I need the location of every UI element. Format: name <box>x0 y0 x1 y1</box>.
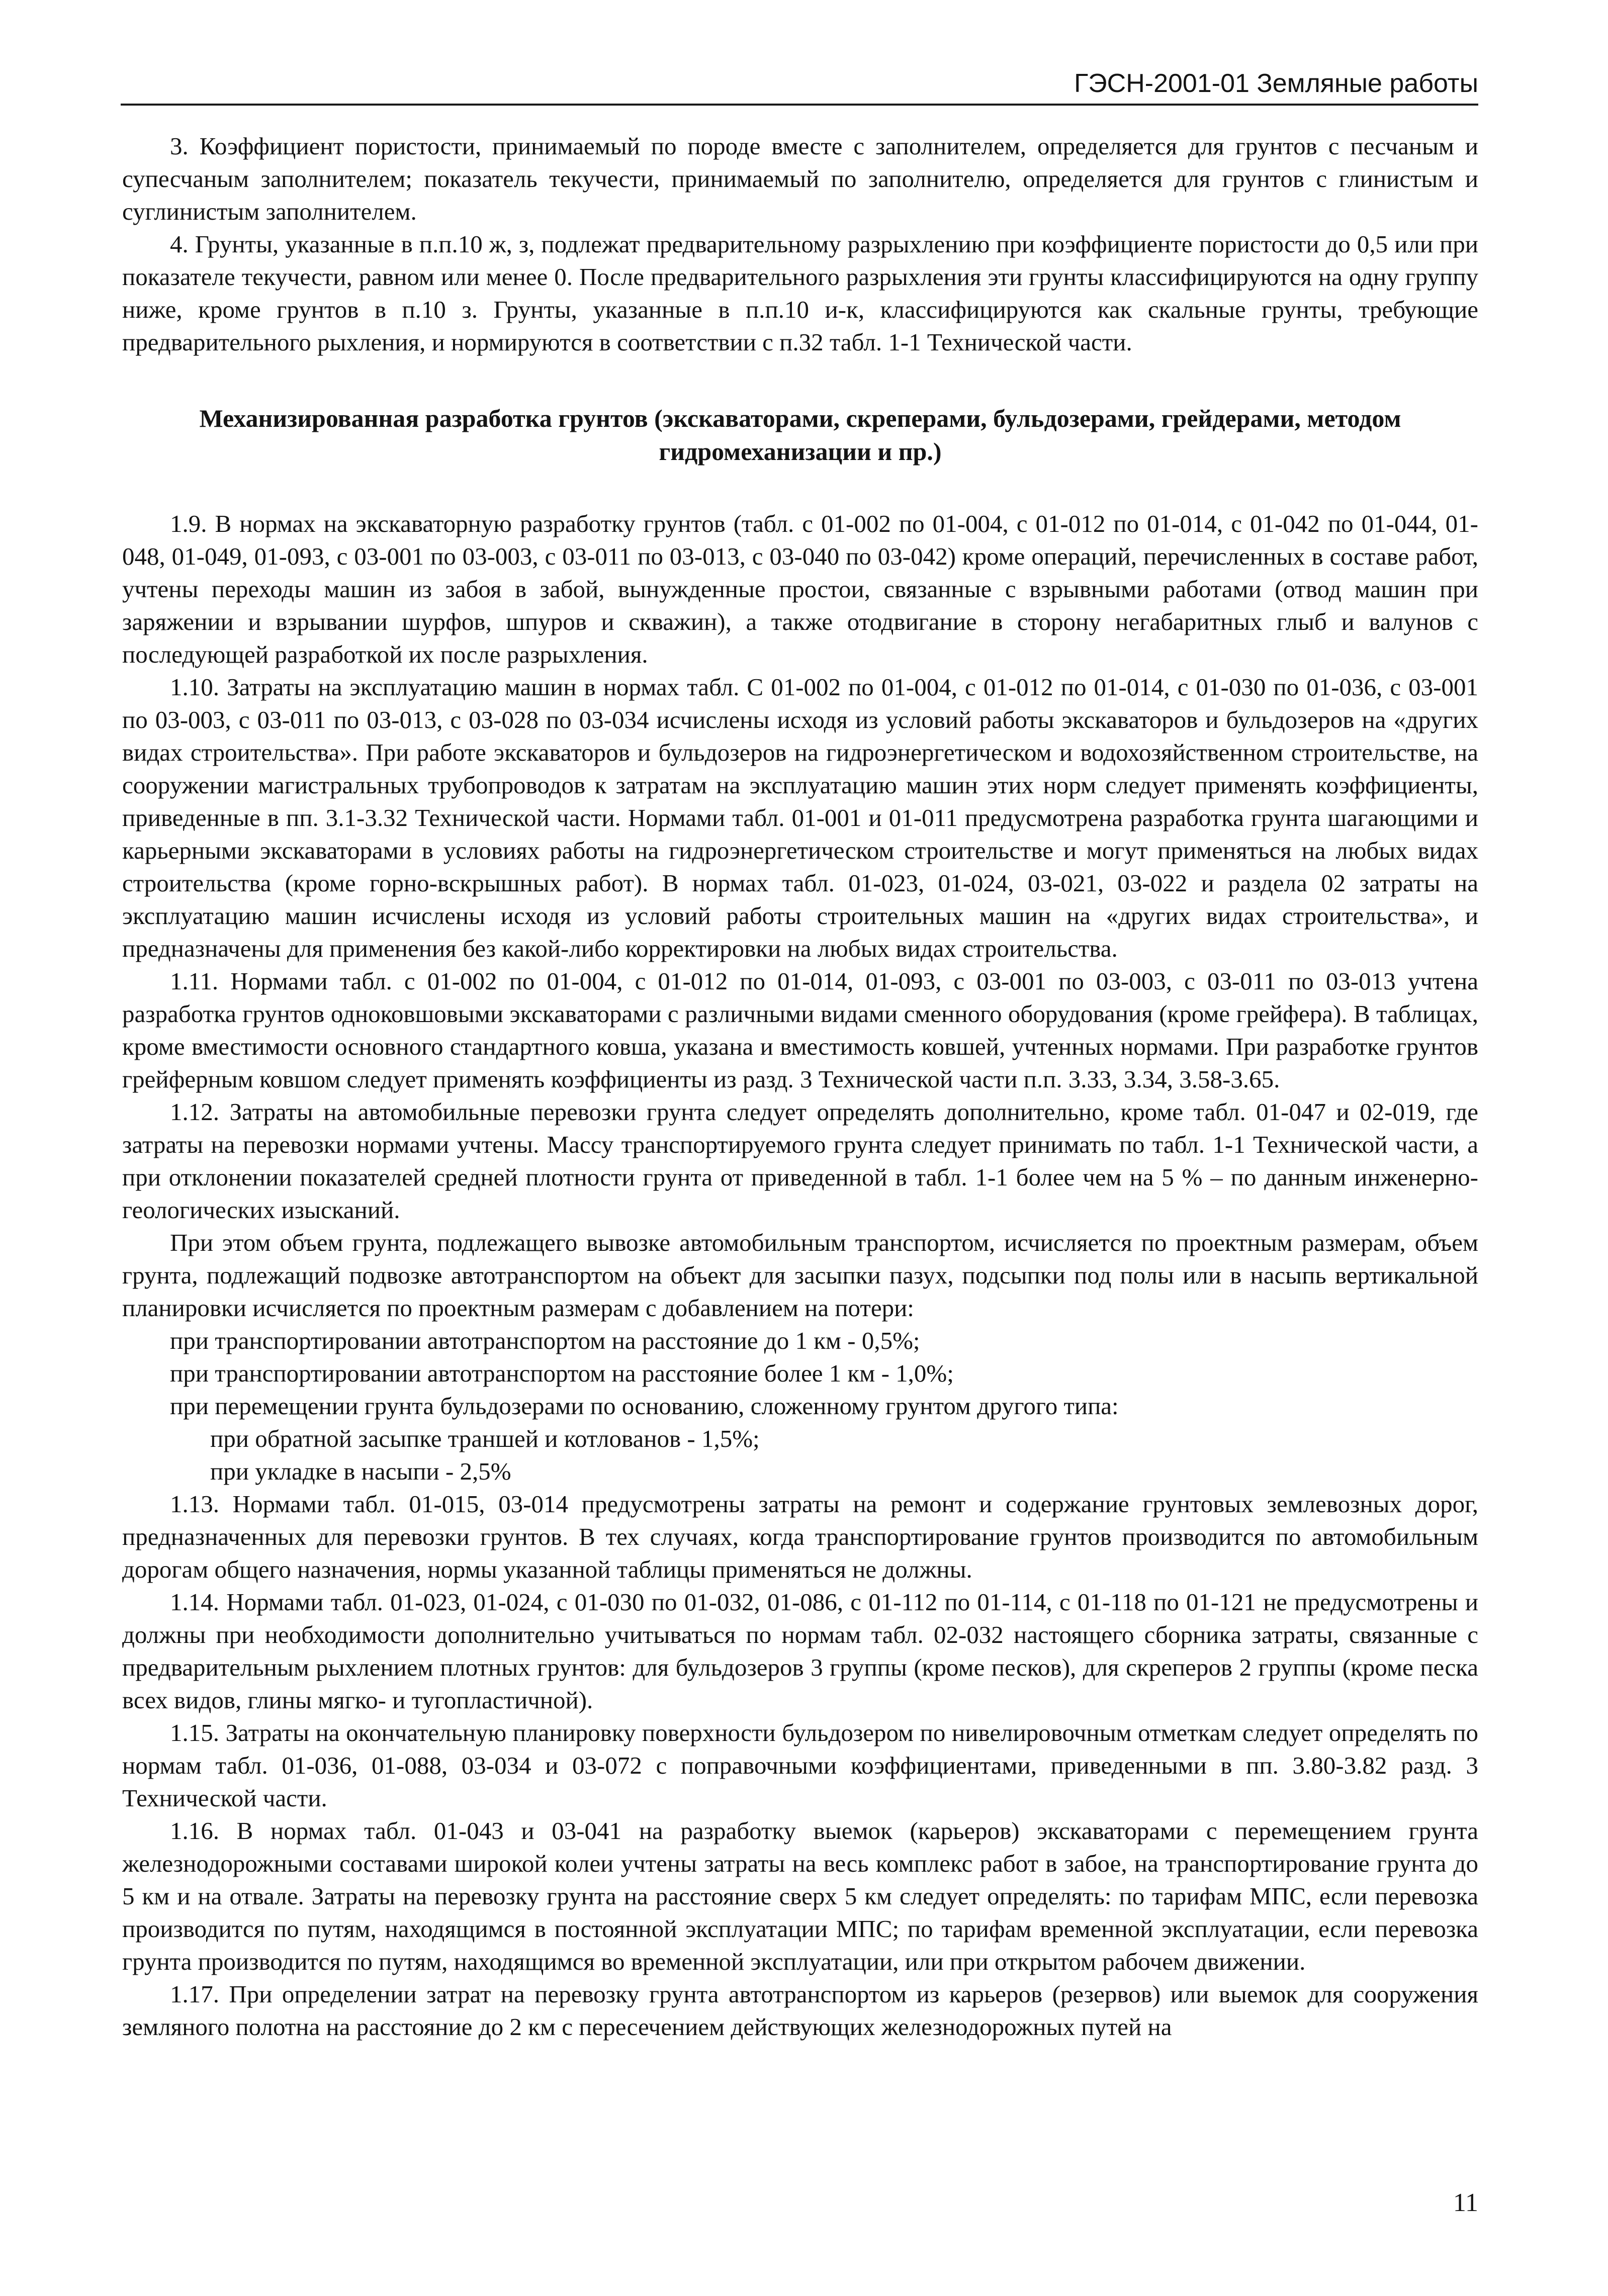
paragraph-1-9: 1.9. В нормах на экскаваторную разработку грунтов (табл. с 01-002 по 01-004, с 01-012 по 01-014, с 01-042 по 01-044, 01-048, 01-049, 01-093, с 03-001 по 03-003, с 03-011 по 03-013, с 03-040 по 03-042) кроме операций, перечисленных в составе работ, учтены переходы машин из забоя в забой, вынужденные простои, связанные с взрывными работами (отвод машин при заряжении и взрывании шурфов, шпуров и скважин), а также отодвигание в сторону негабаритных глыб и валунов с последующей разработкой их после разрыхления. <box>122 510 1478 668</box>
paragraph-volume: При этом объем грунта, подлежащего вывозке автомобильным транспортом, исчисляется по проектным размерам, объем грунта, подлежащий подвозке автотранспортом на объект для засыпки пазух, подсыпки под полы или в насыпь вертикальной планировки исчисляется по проектным размерам с добавлением на потери: <box>122 1229 1478 1322</box>
section-heading: Механизированная разработка грунтов (экскаваторами, скреперами, бульдозерами, грейдерами, методом гидромеханизации и пр.) <box>199 404 1401 466</box>
document-body <box>122 130 1478 2043</box>
loss-item: при транспортировании автотранспортом на расстояние до 1 км - 0,5%; <box>170 1327 920 1354</box>
paragraph-1-13: 1.13. Нормами табл. 01-015, 03-014 предусмотрены затраты на ремонт и содержание грунтовых землевозных дорог, предназначенных для перевозки грунтов. В тех случаях, когда транспортирование грунтов производится по автомобильным дорогам общего назначения, нормы указанной таблицы применяться не должны. <box>122 1490 1478 1583</box>
paragraph-1-14: 1.14. Нормами табл. 01-023, 01-024, с 01-030 по 01-032, 01-086, с 01-112 по 01-114, с 01-118 по 01-121 не предусмотрены и должны при необходимости дополнительно учитываться по нормам табл. 02-032 настоящего сборника затраты, связанные с предварительным рыхлением плотных грунтов: для бульдозеров 3 группы (кроме песков), для скреперов 2 группы (кроме песка всех видов, глины мягко- и тугопластичной). <box>122 1588 1478 1714</box>
loss-item: при транспортировании автотранспортом на расстояние более 1 км - 1,0%; <box>170 1359 954 1387</box>
paragraph-1-11: 1.11. Нормами табл. с 01-002 по 01-004, с 01-012 по 01-014, 01-093, с 03-001 по 03-003, с 03-011 по 03-013 учтена разработка грунтов одноковшовыми экскаваторами с различными видами сменного оборудования (кроме грейфера). В таблицах, кроме вместимости основного стандартного ковша, указана и вместимость ковшей, учтенных нормами. При разработке грунтов грейферным ковшом следует применять коэффициенты из разд. 3 Технической части п.п. 3.33, 3.34, 3.58-3.65. <box>122 967 1478 1093</box>
page-number: 11 <box>1453 2188 1478 2217</box>
paragraph-1-12: 1.12. Затраты на автомобильные перевозки грунта следует определять дополнительно, кроме табл. 01-047 и 02-019, где затраты на перевозки нормами учтены. Массу транспортируемого грунта следует принимать по табл. 1-1 Технической части, а при отклонении показателей средней плотности грунта от приведенной в табл. 1-1 более чем на 5 % – по данным инженерно-геологических изысканий. <box>122 1098 1478 1224</box>
paragraph-1-16: 1.16. В нормах табл. 01-043 и 03-041 на разработку выемок (карьеров) экскаваторами с перемещением грунта железнодорожными составами широкой колеи учтены затраты на весь комплекс работ в забое, на транспортирование грунта до 5 км и на отвале. Затраты на перевозку грунта на расстояние сверх 5 км следует определять: по тарифам МПС, если перевозка производится по путям, находящимся в постоянной эксплуатации МПС; по тарифам временной эксплуатации, если перевозка грунта производится по путям, находящимся во временной эксплуатации, или при открытом рабочем движении. <box>122 1817 1478 1975</box>
running-header: ГЭСН-2001-01 Земляные работы <box>121 67 1478 106</box>
loss-item: при перемещении грунта бульдозерами по основанию, сложенному грунтом другого типа: <box>170 1392 1119 1420</box>
loss-subitem: при укладке в насыпи - 2,5% <box>210 1457 511 1485</box>
paragraph-3: 3. Коэффициент пористости, принимаемый по породе вместе с заполнителем, определяется для грунтов с песчаным и супесчаным заполнителем; показатель текучести, принимаемый по заполнителю, определяется для грунтов с глинистым и суглинистым заполнителем. <box>122 132 1478 225</box>
paragraph-1-17: 1.17. При определении затрат на перевозку грунта автотранспортом из карьеров (резервов) или выемок для сооружения земляного полотна на расстояние до 2 км с пересечением действующих железнодорожных путей на <box>122 1980 1478 2041</box>
paragraph-1-10: 1.10. Затраты на эксплуатацию машин в нормах табл. С 01-002 по 01-004, с 01-012 по 01-014, с 01-030 по 01-036, с 03-001 по 03-003, с 03-011 по 03-013, с 03-028 по 03-034 исчислены исходя из условий работы экскаваторов и бульдозеров на «других видах строительства». При работе экскаваторов и бульдозеров на гидроэнергетическом и водохозяйственном строительстве, на сооружении магистральных трубопроводов к затратам на эксплуатацию машин этих норм следует применять коэффициенты, приведенные в пп. 3.1-3.32 Технической части. Нормами табл. 01-001 и 01-011 предусмотрена разработка грунта шагающими и карьерными экскаваторами в условиях работы на гидроэнергетическом строительстве и могут применяться на любых видах строительства (кроме горно-вскрышных работ). В нормах табл. 01-023, 01-024, 03-021, 03-022 и раздела 02 затраты на эксплуатацию машин исчислены исходя из условий работы строительных машин на «других видах строительства», и предназначены для применения без какой-либо корректировки на любых видах строительства. <box>122 673 1478 962</box>
loss-subitem: при обратной засыпке траншей и котлованов - 1,5%; <box>210 1425 760 1452</box>
paragraph-1-15: 1.15. Затраты на окончательную планировку поверхности бульдозером по нивелировочным отметкам следует определять по нормам табл. 01-036, 01-088, 03-034 и 03-072 с поправочными коэффициентами, приведенными в пп. 3.80-3.82 разд. 3 Технической части. <box>122 1719 1478 1812</box>
paragraph-4: 4. Грунты, указанные в п.п.10 ж, з, подлежат предварительному разрыхлению при коэффициенте пористости до 0,5 или при показателе текучести, равном или менее 0. После предварительного разрыхления эти грунты классифицируются на одну группу ниже, кроме грунтов в п.10 з. Грунты, указанные в п.п.10 и-к, классифицируются как скальные грунты, требующие предварительного рыхления, и нормируются в соответствии с п.32 табл. 1-1 Технической части. <box>122 230 1478 356</box>
